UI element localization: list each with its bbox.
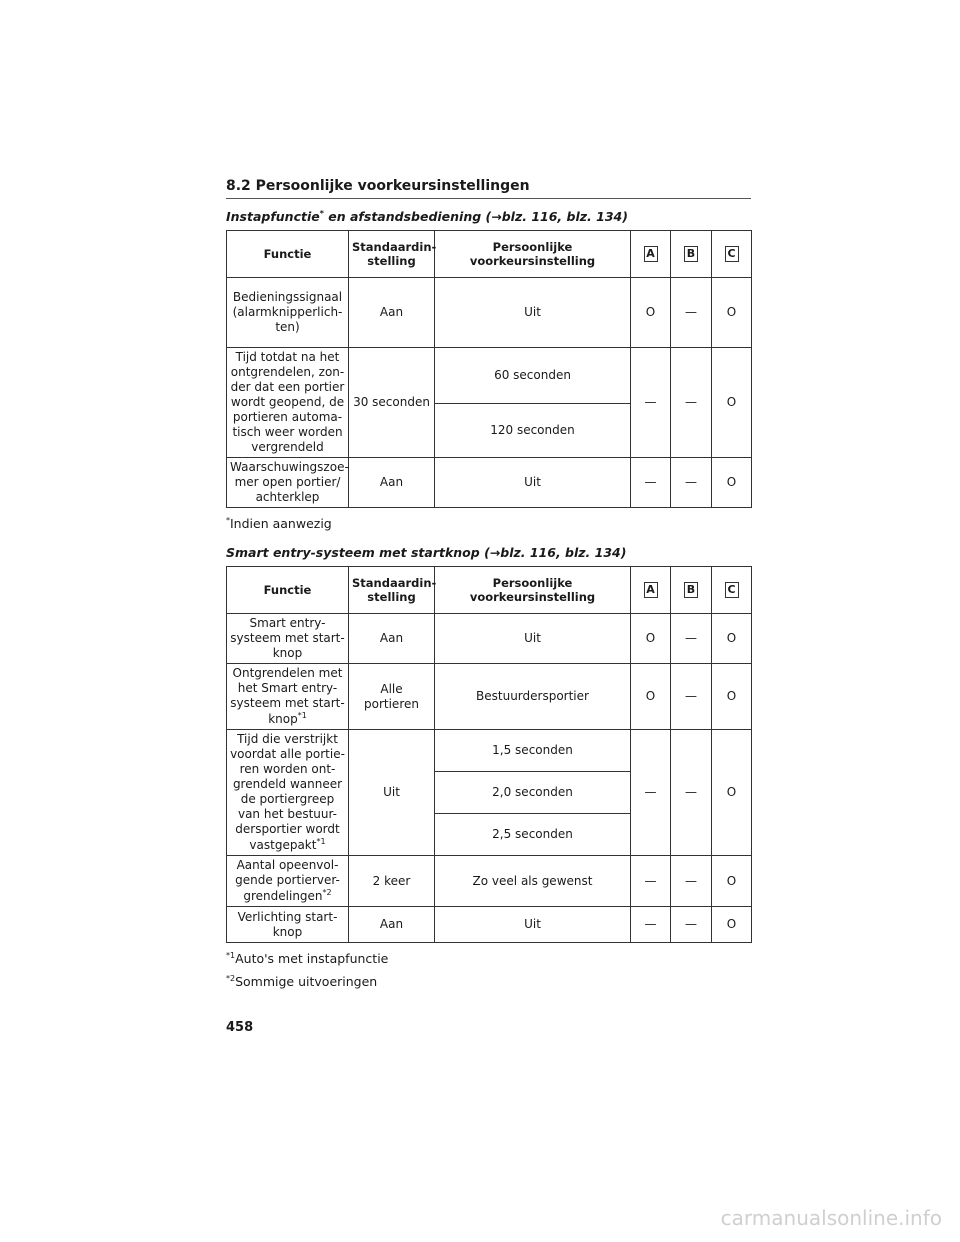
col-header-c xyxy=(712,231,752,278)
table-row xyxy=(227,856,752,907)
footnote-text: Sommige uitvoeringen xyxy=(235,974,378,990)
page-content xyxy=(226,178,751,990)
cell-functie: Waarschuwingszoe-mer open portier/ achterklep xyxy=(227,458,349,508)
table-header-row xyxy=(227,231,752,278)
footnote-ref: *1 xyxy=(316,837,326,847)
letter-a-box: A xyxy=(644,582,658,598)
table-row xyxy=(227,458,752,508)
letter-b-box: B xyxy=(684,582,698,598)
cell-a: — xyxy=(631,907,671,943)
cell-a: — xyxy=(631,458,671,508)
footnote-mark: *1 xyxy=(226,951,236,961)
table-row xyxy=(227,348,752,404)
cell-standaard: 30 seconden xyxy=(349,348,435,458)
settings-table-smart-entry xyxy=(226,566,752,943)
col-header-persoonlijk: Persoonlijke voorkeursinstelling xyxy=(435,567,631,614)
cell-functie-text: Aantal opeenvol-gende portierver-grendelingen xyxy=(235,858,340,904)
footnote-mark: * xyxy=(226,516,230,526)
col-header-persoonlijk: Persoonlijke voorkeursinstelling xyxy=(435,231,631,278)
col-header-functie: Functie xyxy=(227,567,349,614)
cell-a: — xyxy=(631,730,671,856)
cell-functie: Smart entry-systeem met start-knop xyxy=(227,614,349,664)
cell-a: — xyxy=(631,856,671,907)
cell-optie: Uit xyxy=(435,458,631,508)
letter-c-box: C xyxy=(725,246,739,262)
cell-optie: Uit xyxy=(435,278,631,348)
cell-optie: Zo veel als gewenst xyxy=(435,856,631,907)
cell-b: — xyxy=(671,278,712,348)
cell-a: — xyxy=(631,348,671,458)
table2-title: Smart entry-systeem met startknop (→blz. 116, blz. 134) xyxy=(226,545,627,561)
page-number: 458 xyxy=(226,1020,254,1035)
col-header-b xyxy=(671,231,712,278)
col-header-functie: Functie xyxy=(227,231,349,278)
cell-functie xyxy=(227,730,349,856)
cell-standaard: Aan xyxy=(349,614,435,664)
cell-standaard: Aan xyxy=(349,458,435,508)
cell-functie: Tijd totdat na het ontgrendelen, zon-der dat een portier wordt geopend, de portieren automa-tisch weer worden vergrendeld xyxy=(227,348,349,458)
letter-b-box: B xyxy=(684,246,698,262)
cell-c: O xyxy=(712,907,752,943)
table-row xyxy=(227,907,752,943)
col-header-a xyxy=(631,231,671,278)
cell-optie: 60 seconden xyxy=(435,348,631,404)
cell-optie: 120 seconden xyxy=(435,404,631,458)
cell-b: — xyxy=(671,730,712,856)
footnote-table1 xyxy=(226,516,751,531)
cell-a: O xyxy=(631,278,671,348)
cell-b: — xyxy=(671,856,712,907)
cell-optie: Uit xyxy=(435,614,631,664)
cell-functie-text: Tijd die verstrijkt voordat alle portie-ren worden ont-grendeld wanneer de portiergreep van het bestuur-dersportier wordt vastgepakt xyxy=(230,732,345,853)
letter-a-box: A xyxy=(644,246,658,262)
col-header-a xyxy=(631,567,671,614)
settings-table-instapfunctie xyxy=(226,230,752,508)
col-header-standaard: Standaardin-stelling xyxy=(349,231,435,278)
cell-b: — xyxy=(671,348,712,458)
cell-optie: 2,5 seconden xyxy=(435,814,631,856)
col-header-b xyxy=(671,567,712,614)
cell-standaard: Uit xyxy=(349,730,435,856)
table-row xyxy=(227,730,752,772)
cell-c: O xyxy=(712,348,752,458)
cell-b: — xyxy=(671,614,712,664)
table-row xyxy=(227,664,752,730)
cell-optie: 2,0 seconden xyxy=(435,772,631,814)
watermark: carmanualsonline.info xyxy=(720,1206,942,1230)
col-header-standaard: Standaardin-stelling xyxy=(349,567,435,614)
table1-title-text: Instapfunctie xyxy=(226,209,320,225)
cell-c: O xyxy=(712,856,752,907)
cell-c: O xyxy=(712,664,752,730)
cell-a: O xyxy=(631,614,671,664)
cell-optie: Uit xyxy=(435,907,631,943)
cell-b: — xyxy=(671,664,712,730)
footnote-2 xyxy=(226,974,751,989)
cell-standaard: Aan xyxy=(349,278,435,348)
cell-functie: Bedieningssignaal (alarmknipperlich-ten) xyxy=(227,278,349,348)
cell-c: O xyxy=(712,458,752,508)
col-header-c xyxy=(712,567,752,614)
cell-c: O xyxy=(712,278,752,348)
cell-optie: Bestuurdersportier xyxy=(435,664,631,730)
cell-standaard: Aan xyxy=(349,907,435,943)
cell-standaard: 2 keer xyxy=(349,856,435,907)
table-header-row xyxy=(227,567,752,614)
cell-functie-text: Ontgrendelen met het Smart entry-systeem met start-knop xyxy=(230,666,345,727)
section-title: 8.2 Persoonlijke voorkeursinstellingen xyxy=(226,178,751,199)
table-row xyxy=(227,278,752,348)
footnote-ref: *2 xyxy=(322,888,332,898)
footnote-1 xyxy=(226,951,751,966)
cell-c: O xyxy=(712,730,752,856)
cell-b: — xyxy=(671,458,712,508)
table1-title-sup: * xyxy=(319,209,324,218)
cell-c: O xyxy=(712,614,752,664)
footnote-text: Auto's met instapfunctie xyxy=(235,951,389,967)
cell-functie xyxy=(227,664,349,730)
letter-c-box: C xyxy=(725,582,739,598)
cell-optie: 1,5 seconden xyxy=(435,730,631,772)
table-row xyxy=(227,614,752,664)
footnote-text: Indien aanwezig xyxy=(230,516,332,532)
cell-standaard: Alle portieren xyxy=(349,664,435,730)
cell-functie: Verlichting start-knop xyxy=(227,907,349,943)
cell-functie xyxy=(227,856,349,907)
cell-b: — xyxy=(671,907,712,943)
table1-title-rest: en afstandsbediening (→blz. 116, blz. 134) xyxy=(323,209,628,225)
footnote-ref: *1 xyxy=(297,711,307,721)
table1-title xyxy=(226,209,751,224)
cell-a: O xyxy=(631,664,671,730)
footnote-mark: *2 xyxy=(226,974,236,984)
